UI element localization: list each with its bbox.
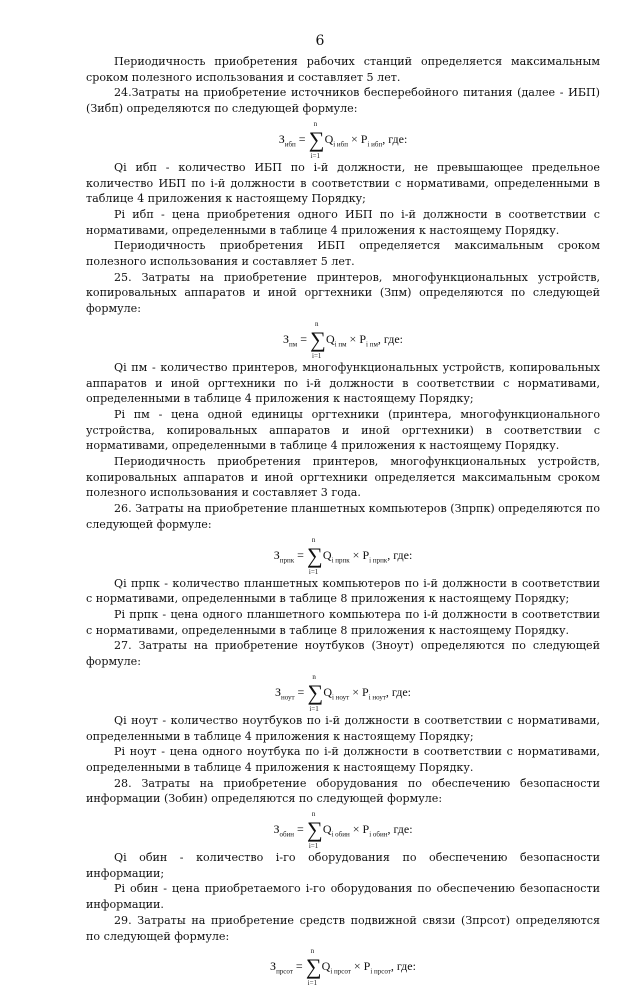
paragraph-p-laptops: Pi ноут - цена одного ноутбука по i-й должности в соответствии с нормативами, определенными в таблице 4 приложения к настоящему Порядку. bbox=[86, 745, 600, 774]
formula-mobile bbox=[86, 947, 600, 988]
summation-sign: ∑ n i=1 bbox=[307, 535, 323, 576]
formula-security bbox=[86, 810, 600, 851]
formula-quantity: Q bbox=[322, 822, 332, 837]
paragraph-24-ups-costs: 24.Затраты на приобретение источников бесперебойного питания (далее - ИБП) (Зибп) определяются по следующей формуле: bbox=[86, 86, 600, 116]
formula-lhs-subscript: пм bbox=[289, 340, 298, 349]
page-number: 6 bbox=[315, 33, 325, 49]
formula-ups bbox=[86, 120, 600, 161]
formula-price: P bbox=[362, 822, 370, 837]
formula-quantity-subscript: i пм bbox=[334, 340, 347, 349]
formula-quantity-subscript: i ноут bbox=[331, 693, 350, 702]
formula-lhs-subscript: прсот bbox=[276, 967, 293, 976]
formula-price: P bbox=[362, 547, 370, 562]
formula-quantity: Q bbox=[322, 547, 332, 562]
paragraph-q-tablets: Qi прпк - количество планшетных компьютеров по i-й должности в соответствии с нормативами, определенными в таблице 8 приложения к настоящему Порядку; bbox=[86, 576, 600, 606]
formula-price-subscript: i прпк bbox=[369, 555, 388, 564]
formula-quantity: Q bbox=[326, 331, 335, 346]
paragraph-workstations-period: Периодичность приобретения рабочих станций определяется максимальным сроком полезного использования и составляет 5 лет. bbox=[86, 55, 600, 84]
formula-quantity-subscript: i обин bbox=[331, 830, 350, 839]
formula-printers bbox=[86, 320, 600, 361]
paragraph-27-laptop-costs: 27. Затраты на приобретение ноутбуков (Зноут) определяются по следующей формуле: bbox=[86, 639, 600, 669]
summation-upper-limit: n bbox=[315, 320, 319, 329]
paragraph-28-security-costs: 28. Затраты на приобретение оборудования по обеспечению безопасности информации (Зобин) определяются по следующей формуле: bbox=[86, 776, 600, 806]
formula-tail: , где: bbox=[387, 547, 413, 562]
formula-lhs: З bbox=[283, 331, 290, 346]
paragraph-25-printer-costs: 25. Затраты на приобретение принтеров, многофункциональных устройств, копировальных аппаратов и иной оргтехники (Зпм) определяются по следующей формуле: bbox=[86, 270, 600, 316]
formula-tail: , где: bbox=[377, 331, 403, 346]
formula-price-subscript: i прсот bbox=[370, 967, 391, 976]
summation-upper-limit: n bbox=[311, 535, 316, 544]
formula-price-subscript: i обин bbox=[369, 830, 388, 839]
formula-tail: , где: bbox=[382, 131, 408, 146]
paragraph-p-security: Pi обин - цена приобретаемого i-го оборудования по обеспечению безопасности информации. bbox=[86, 882, 600, 912]
summation-lower-limit: i=1 bbox=[312, 352, 322, 361]
summation-upper-limit: n bbox=[310, 947, 315, 956]
formula-price-subscript: i ноут bbox=[368, 693, 386, 702]
summation-lower-limit: i=1 bbox=[307, 979, 318, 988]
formula-expression: $З_{ибп}$ = ∑ n i=1 $Q_{i ибп} \times P_{i ибп}$, где: bbox=[278, 120, 408, 161]
formula-lhs: З bbox=[273, 547, 280, 562]
formula-expression: $З_{прпк}$ = ∑ n i=1 $Q_{i прпк} \times P_{i прпк}$, где: bbox=[273, 535, 413, 576]
paragraph-printers-period: Периодичность приобретения принтеров, многофункциональных устройств, копировальных аппаратов и иной оргтехники определяется максимальным сроком полезного использования и составляет 3 года. bbox=[86, 455, 600, 500]
paragraph-p-ups: Pi ибп - цена приобретения одного ИБП по i-й должности в соответствии с нормативами, определенными в таблице 4 приложения к настоящему Порядку. bbox=[86, 207, 600, 237]
formula-quantity: Q bbox=[321, 959, 331, 974]
formula-lhs-subscript: обин bbox=[279, 830, 295, 839]
formula-laptops bbox=[86, 673, 600, 714]
summation-lower-limit: i=1 bbox=[308, 842, 319, 851]
formula-expression: $З_{прсот}$ = ∑ n i=1 $Q_{i прсот} \times P_{i прсот}$, где: bbox=[270, 947, 416, 988]
formula-price: P bbox=[360, 131, 368, 146]
formula-price: P bbox=[359, 331, 367, 346]
summation-sign: ∑ n i=1 bbox=[308, 120, 325, 161]
formula-expression: $З_{ноут}$ = ∑ n i=1 $Q_{i ноут} \times P_{i ноут}$, где: bbox=[274, 673, 412, 714]
summation-upper-limit: n bbox=[312, 673, 316, 682]
summation-sign: ∑ n i=1 bbox=[305, 947, 322, 988]
formula-lhs-subscript: ноут bbox=[280, 693, 295, 702]
summation-lower-limit: i=1 bbox=[308, 567, 319, 576]
paragraph-q-laptops: Qi ноут - количество ноутбуков по i-й должности в соответствии с нормативами, определенными в таблице 4 приложения к настоящему Порядку; bbox=[86, 713, 600, 743]
formula-quantity-subscript: i прсот bbox=[330, 967, 351, 976]
formula-price-subscript: i пм bbox=[366, 340, 378, 349]
paragraph-p-tablets: Pi прпк - цена одного планшетного компьютера по i-й должности в соответствии с нормативами, определенными в таблице 8 приложения к настоящему Порядку. bbox=[86, 607, 600, 637]
paragraph-p-printers: Pi пм - цена одной единицы оргтехники (принтера, многофункционального устройства, копировальных аппаратов и иной оргтехники) в соответствии с нормативами, определенными в таблице 4 приложения к настоящему Порядку. bbox=[86, 407, 600, 453]
formula-quantity: Q bbox=[323, 684, 332, 699]
formula-lhs: З bbox=[278, 131, 285, 146]
paragraph-ups-period: Периодичность приобретения ИБП определяется максимальным сроком полезного использования и составляет 5 лет. bbox=[86, 239, 600, 269]
formula-lhs: З bbox=[273, 822, 280, 837]
formula-expression: $З_{пм}$ = ∑ n i=1 $Q_{i пм} \times P_{i пм}$, где: bbox=[283, 320, 403, 361]
summation-upper-limit: n bbox=[311, 810, 316, 819]
formula-tablets bbox=[86, 535, 600, 576]
formula-tail: , где: bbox=[390, 959, 416, 974]
formula-quantity-subscript: i прпк bbox=[331, 555, 350, 564]
paragraph-q-printers: Qi пм - количество принтеров, многофункциональных устройств, копировальных аппаратов и иной оргтехники по i-й должности в соответствии с нормативами, определенными в таблице 4 приложения к настоящему Порядку; bbox=[86, 360, 600, 406]
summation-upper-limit: n bbox=[313, 120, 318, 129]
formula-tail: , где: bbox=[387, 822, 413, 837]
formula-lhs-subscript: ибп bbox=[284, 140, 296, 149]
formula-expression: $З_{обин}$ = ∑ n i=1 $Q_{i обин} \times P_{i обин}$, где: bbox=[273, 810, 413, 851]
paragraph-q-ups: Qi ибп - количество ИБП по i-й должности, не превышающее предельное количество ИБП по i-й должности в соответствии с нормативами, определенными в таблице 4 приложения к настоящему Порядку; bbox=[86, 160, 600, 206]
formula-tail: , где: bbox=[385, 684, 412, 699]
formula-price: P bbox=[362, 684, 369, 699]
summation-sign: ∑ n i=1 bbox=[307, 673, 324, 714]
paragraph-29-mobile-costs: 29. Затраты на приобретение средств подвижной связи (Зпрсот) определяются по следующей формуле: bbox=[86, 913, 600, 943]
formula-lhs: З bbox=[274, 684, 281, 699]
summation-lower-limit: i=1 bbox=[309, 705, 319, 714]
formula-quantity: Q bbox=[324, 131, 334, 146]
summation-sign: ∑ n i=1 bbox=[306, 810, 323, 851]
formula-lhs: З bbox=[270, 959, 277, 974]
formula-price-subscript: i ибп bbox=[367, 140, 383, 149]
paragraph-q-security: Qi обин - количество i-го оборудования по обеспечению безопасности информации; bbox=[86, 851, 600, 880]
formula-lhs-subscript: прпк bbox=[279, 555, 295, 564]
paragraph-26-tablet-costs: 26. Затраты на приобретение планшетных компьютеров (Зпрпк) определяются по следующей формуле: bbox=[86, 502, 600, 531]
summation-sign: ∑ n i=1 bbox=[310, 320, 326, 361]
summation-lower-limit: i=1 bbox=[310, 152, 320, 161]
formula-quantity-subscript: i ибп bbox=[333, 140, 348, 149]
formula-price: P bbox=[363, 959, 371, 974]
